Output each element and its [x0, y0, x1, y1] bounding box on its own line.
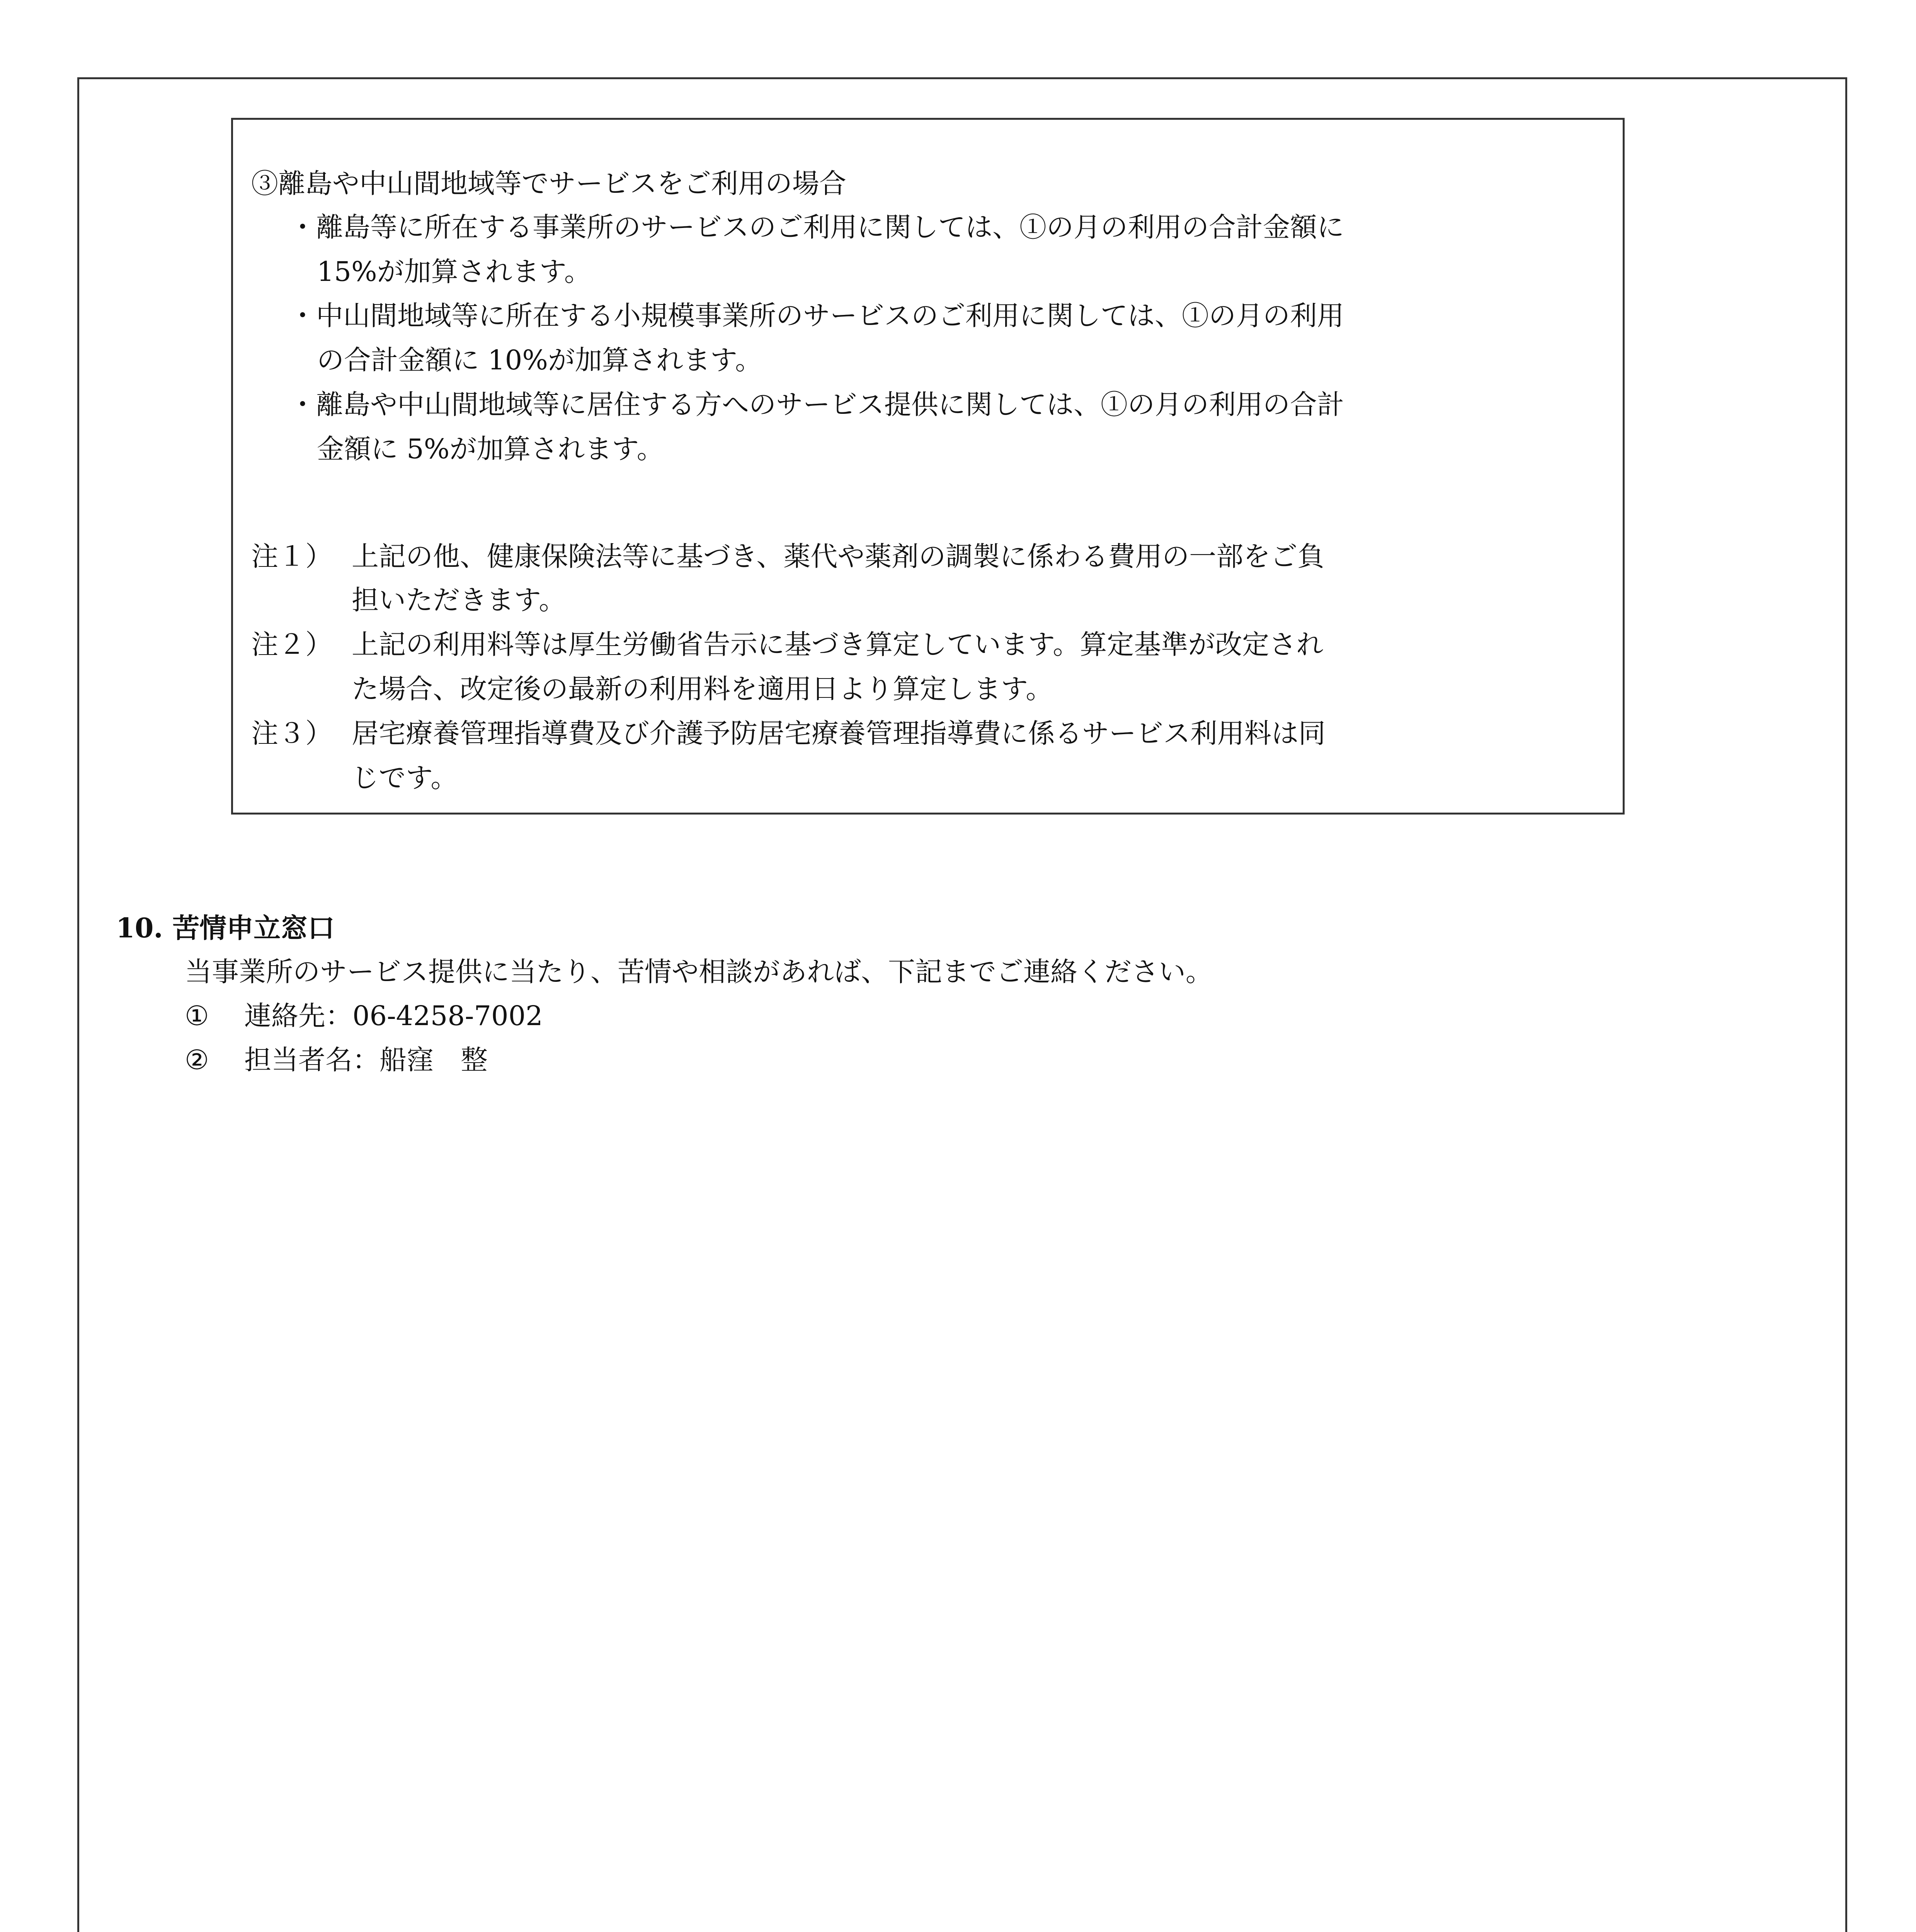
note-3-line-1: 居宅療養管理指導費及び介護予防居宅療養管理指導費に係るサービス利用料は同 [352, 718, 1326, 749]
bullet-3-line-2: 金額に 5%が加算されます。 [317, 433, 664, 465]
person-item-marker: ② [185, 1044, 209, 1076]
bullet-3-line-1: ・離島や中山間地域等に居住する方へのサービス提供に関しては、①の月の利用の合計 [289, 389, 1344, 420]
note-2-line-2: た場合、改定後の最新の利用料を適用日より算定します。 [352, 673, 1053, 705]
bullet-2-line-2: の合計金額に 10%が加算されます。 [317, 344, 762, 376]
complaints-section-title: 10. 苦情申立窓口 [116, 912, 335, 944]
note-2-line-1: 上記の利用料等は厚生労働省告示に基づき算定しています。算定基準が改定され [352, 629, 1324, 660]
note-2-label: 注２） [251, 629, 332, 660]
note-3-line-2: じです。 [352, 762, 458, 794]
note-1-line-1: 上記の他、健康保険法等に基づき、薬代や薬剤の調製に係わる費用の一部をご負 [352, 541, 1325, 572]
contact-person: 担当者名：船窪 整 [244, 1044, 488, 1076]
contact-phone: 連絡先：06-4258-7002 [244, 1000, 543, 1032]
complaints-intro: 当事業所のサービス提供に当たり、苦情や相談があれば、下記までご連絡ください。 [185, 956, 1213, 988]
note-3-label: 注３） [251, 718, 332, 749]
contact-item-marker: ① [185, 1000, 209, 1032]
note-1-line-2: 担いただきます。 [352, 584, 566, 616]
bullet-1-line-1: ・離島等に所在する事業所のサービスのご利用に関しては、①の月の利用の合計金額に [289, 211, 1344, 243]
bullet-1-line-2: 15%が加算されます。 [317, 256, 591, 287]
bullet-2-line-1: ・中山間地域等に所在する小規模事業所のサービスのご利用に関しては、①の月の利用 [289, 300, 1344, 332]
note-1-label: 注１） [251, 541, 332, 572]
fee-box-heading: ③離島や中山間地域等でサービスをご利用の場合 [251, 168, 846, 199]
